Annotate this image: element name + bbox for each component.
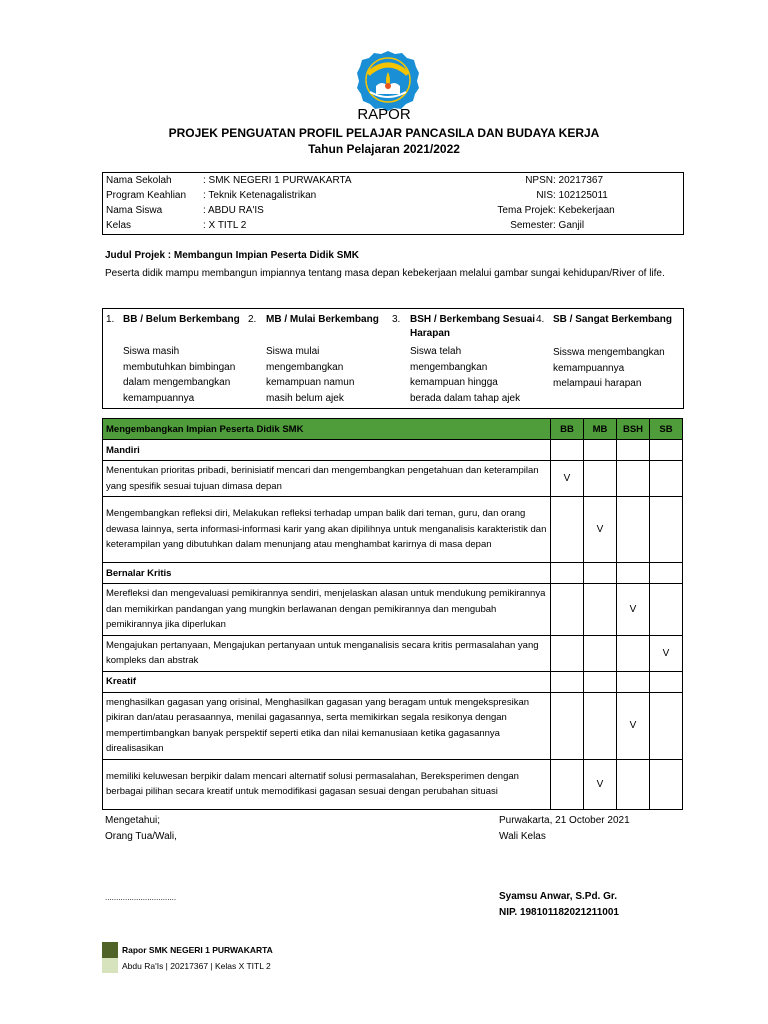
scale-desc-mb: Siswa mulai mengembangkan kemampuan namun masih belum ajek — [266, 346, 355, 404]
criteria-text: Merefleksi dan mengevaluasi pemikirannya sendiri, menjelaskan alasan untuk mendukung pemikirannya dan memikirkan pandangan yang mungkin berlawanan dengan pemikirannya dan mengubah pemikirannya jika diperlukan — [103, 584, 551, 636]
scale-title-bb: BB / Belum Berkembang — [123, 314, 240, 325]
table-header-title: Mengembangkan Impian Peserta Didik SMK — [103, 419, 551, 440]
table-row — [103, 692, 683, 759]
section-kreatif: Kreatif — [103, 671, 551, 692]
scale-number: 4. — [536, 314, 545, 325]
scale-title-bsh-cont: Harapan — [410, 328, 451, 339]
mark-sb — [650, 497, 683, 563]
footer-school: Rapor SMK NEGERI 1 PURWAKARTA — [122, 945, 273, 955]
parent-signature-line: ................................ — [105, 893, 177, 902]
project-theme-label: Tema Projek — [497, 205, 553, 216]
scale-number: 2. — [248, 314, 257, 325]
project-theme-value: : Kebekerjaan — [553, 205, 615, 216]
scale-title-bsh: BSH / Berkembang Sesuai — [410, 314, 536, 325]
mark-bsh — [617, 759, 650, 809]
table-row — [103, 759, 683, 809]
mark-sb — [650, 461, 683, 497]
mark-bb — [551, 635, 584, 671]
table-row — [103, 461, 683, 497]
mark-sb — [650, 692, 683, 759]
npsn-value: : 20217367 — [553, 175, 604, 186]
acknowledged-label: Mengetahui; — [105, 815, 161, 826]
footer-marker-light — [102, 958, 118, 973]
academic-year: Tahun Pelajaran 2021/2022 — [308, 142, 460, 156]
section-mandiri: Mandiri — [103, 440, 551, 461]
assessment-scale-legend — [102, 308, 684, 409]
scale-desc-bb: Siswa masih membutuhkan bimbingan dalam mengembangkan kemampuannya — [123, 346, 236, 404]
parent-label: Orang Tua/Wali, — [105, 831, 177, 842]
project-title: Judul Projek : Membangun Impian Peserta Didik SMK — [105, 250, 359, 261]
col-header-bb: BB — [551, 419, 584, 440]
criteria-text: Mengembangkan refleksi diri, Melakukan refleksi terhadap umpan balik dari teman, guru, dan orang dewasa lainnya, serta informasi-informasi karir yang akan dipilihnya untuk menganalisis karakteristik dan keterampilan yang dibutuhkan dalam menunjang atau menghambat karirnya di masa depan — [103, 497, 551, 563]
scale-desc-bsh: Siswa telah mengembangkan kemampuan hingga berada dalam tahap ajek — [410, 346, 521, 404]
section-bernalar-kritis: Bernalar Kritis — [103, 563, 551, 584]
criteria-text: Mengajukan pertanyaan, Mengajukan pertanyaan untuk menganalisis secara kritis permasalahan yang kompleks dan abstrak — [103, 635, 551, 671]
mark-bsh — [617, 497, 650, 563]
mark-sb: V — [650, 635, 683, 671]
mark-bsh — [617, 461, 650, 497]
npsn-label: NPSN — [525, 175, 553, 186]
tut-wuri-handayani-logo — [356, 50, 420, 112]
mark-mb — [584, 461, 617, 497]
footer-student-info: Abdu Ra'Is | 20217367 | Kelas X TITL 2 — [122, 961, 271, 971]
scale-number: 1. — [106, 314, 115, 325]
scale-number: 3. — [392, 314, 401, 325]
scale-title-sb: SB / Sangat Berkembang — [553, 314, 672, 325]
criteria-text: menghasilkan gagasan yang orisinal, Menghasilkan gagasan yang beragam untuk mengekspresikan pikiran dan/atau perasaannya, menilai gagasannya, serta memikirkan segala resikonya dengan mempertimbangkan banyak perspektif seperti etika dan nilai kemanusiaan ketika gagasannya direalisasikan — [103, 692, 551, 759]
footer-marker-dark — [102, 942, 118, 958]
mark-mb — [584, 692, 617, 759]
mark-bb: V — [551, 461, 584, 497]
student-name-label: Nama Siswa — [106, 205, 163, 216]
teacher-name: Syamsu Anwar, S.Pd. Gr. — [499, 891, 618, 902]
nis-value: : 102125011 — [553, 190, 608, 201]
criteria-text: memiliki keluwesan berpikir dalam mencari alternatif solusi permasalahan, Bereksperimen dengan berbagai pilihan secara kreatif untuk memodifikasi gagasan sesuai dengan perubahan situasi — [103, 759, 551, 809]
col-header-sb: SB — [650, 419, 683, 440]
mark-mb — [584, 635, 617, 671]
table-row — [103, 497, 683, 563]
section-row — [103, 440, 683, 461]
mark-bsh: V — [617, 584, 650, 636]
criteria-text: Menentukan prioritas pribadi, berinisiatif mencari dan mengembangkan pengetahuan dan keterampilan yang spesifik sesuai tujuan dimasa depan — [103, 461, 551, 497]
homeroom-teacher-label: Wali Kelas — [499, 831, 546, 842]
mark-mb: V — [584, 759, 617, 809]
assessment-table — [102, 418, 683, 810]
scale-desc-sb: Sisswa mengembangkan kemampuannya melampaui harapan — [553, 347, 665, 389]
semester-label: Semester — [510, 220, 553, 231]
semester-value: : Ganjil — [553, 220, 585, 231]
mark-bsh: V — [617, 692, 650, 759]
table-row — [103, 584, 683, 636]
program-label: Program Keahlian — [106, 190, 187, 201]
mark-mb — [584, 584, 617, 636]
teacher-nip: NIP. 198101182021211001 — [499, 907, 619, 918]
mark-bb — [551, 692, 584, 759]
mark-bsh — [617, 635, 650, 671]
place-date: Purwakarta, 21 October 2021 — [499, 815, 630, 826]
mark-mb: V — [584, 497, 617, 563]
class-value: : X TITL 2 — [203, 220, 247, 231]
mark-sb — [650, 759, 683, 809]
nis-label: NIS — [536, 190, 553, 201]
col-header-bsh: BSH — [617, 419, 650, 440]
col-header-mb: MB — [584, 419, 617, 440]
mark-bb — [551, 584, 584, 636]
section-row — [103, 563, 683, 584]
section-row — [103, 671, 683, 692]
mark-sb — [650, 584, 683, 636]
class-label: Kelas — [106, 220, 132, 231]
school-name-value: : SMK NEGERI 1 PURWAKARTA — [203, 175, 352, 186]
school-name-label: Nama Sekolah — [106, 175, 172, 186]
student-name-value: : ABDU RA'IS — [203, 205, 264, 216]
scale-title-mb: MB / Mulai Berkembang — [266, 314, 379, 325]
mark-bb — [551, 759, 584, 809]
mark-bb — [551, 497, 584, 563]
report-title: RAPOR — [357, 106, 411, 123]
program-value: : Teknik Ketenagalistrikan — [203, 190, 317, 201]
table-header-row — [103, 419, 683, 440]
table-row — [103, 635, 683, 671]
project-description: Peserta didik mampu membangun impiannya tentang masa depan kebekerjaan melalui gambar sungai kehidupan/River of life. — [105, 268, 665, 279]
report-subtitle: PROJEK PENGUATAN PROFIL PELAJAR PANCASILA DAN BUDAYA KERJA — [168, 126, 600, 140]
student-info-box — [102, 172, 684, 235]
